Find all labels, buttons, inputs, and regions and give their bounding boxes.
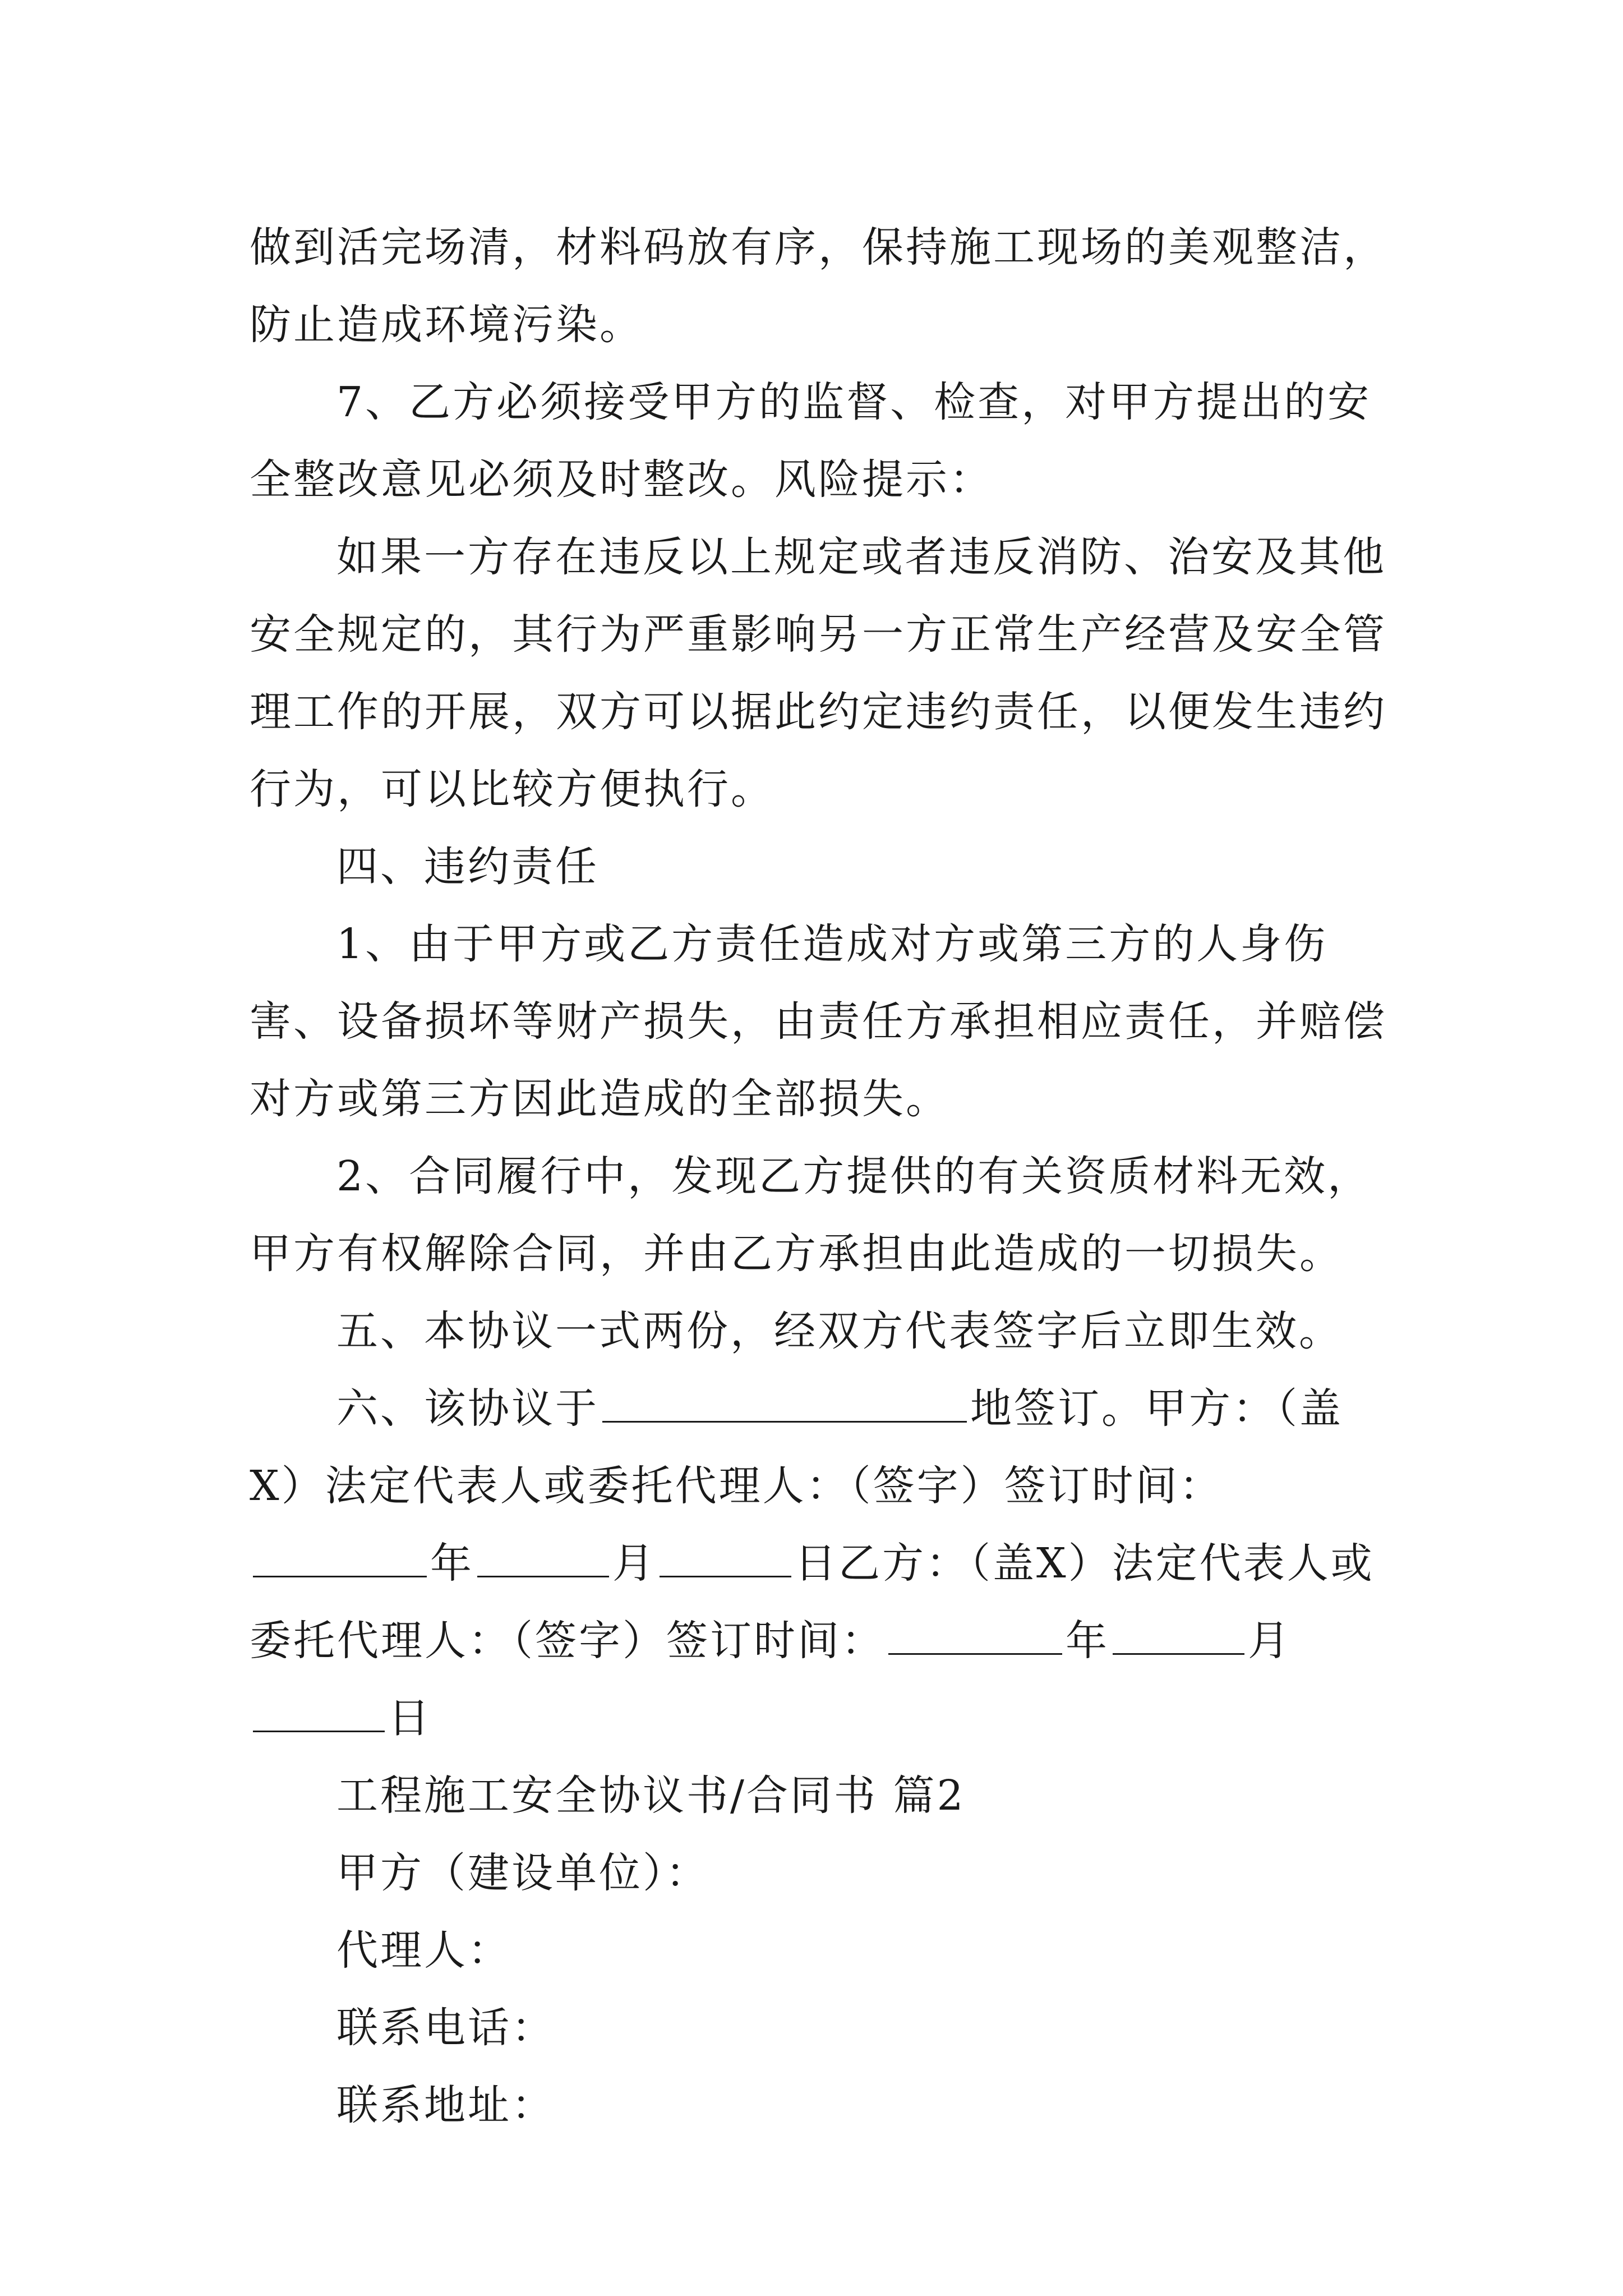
signing-text-g: 月: [1248, 1617, 1292, 1665]
blank-month-field: [477, 1541, 609, 1577]
address-label: 联系地址：: [336, 2081, 555, 2129]
blank-month-field-2: [1113, 1618, 1244, 1655]
blank-day-field: [660, 1541, 791, 1577]
blank-year-field: [253, 1541, 427, 1577]
signing-text-a: 六、该协议于: [336, 1384, 599, 1433]
agent-label: 代理人：: [336, 1926, 511, 1975]
signing-text-f: 年: [1066, 1617, 1109, 1665]
paragraph-signing: [250, 1370, 1388, 1757]
signing-text-h: 日: [388, 1694, 432, 1742]
section-heading-liability: 四、违约责任: [336, 843, 599, 891]
blank-year-field-2: [888, 1618, 1062, 1655]
signing-text-d: 月: [612, 1539, 656, 1588]
phone-label: 联系电话：: [336, 2004, 555, 2052]
paragraph-risk-note: 如果一方存在违反以上规定或者违反消防、治安及其他安全规定的，其行为严重影响另一方正常生产经营及安全管理工作的开展，双方可以据此约定违约责任，以便发生违约行为，可以比较方便执行。: [250, 533, 1387, 813]
signing-text-c: 年: [430, 1539, 474, 1588]
paragraph-clause-7: 7、乙方必须接受甲方的监督、检查，对甲方提出的安全整改意见必须及时整改。风险提示：: [250, 378, 1372, 504]
party-a-label: 甲方（建设单位）：: [336, 1849, 709, 1897]
blank-location-field: [602, 1386, 967, 1423]
document-body: [250, 209, 1388, 2144]
paragraph-copies: 五、本协议一式两份，经双方代表签字后立即生效。: [336, 1307, 1343, 1355]
signing-text-e: 日乙方：（盖X）法定代表人或委托代理人：（签字）签订时间：: [250, 1539, 1375, 1665]
paragraph-liability-1: 1、由于甲方或乙方责任造成对方或第三方的人身伤害、设备损坏等财产损失，由责任方承担相应责任，并赔偿对方或第三方因此造成的全部损失。: [250, 920, 1387, 1123]
section-title-part-2: 工程施工安全协议书/合同书 篇2: [336, 1772, 966, 1820]
blank-day-field-2: [253, 1696, 385, 1732]
paragraph-liability-2: 2、合同履行中，发现乙方提供的有关资质材料无效，甲方有权解除合同，并由乙方承担由此造成的一切损失。: [250, 1152, 1372, 1278]
paragraph-cleanup: 做到活完场清，材料码放有序，保持施工现场的美观整洁，防止造成环境污染。: [250, 223, 1387, 349]
signing-text-b: 地签订。甲方：（盖X）法定代表人或委托代理人：（签字）签订时间：: [250, 1384, 1343, 1510]
